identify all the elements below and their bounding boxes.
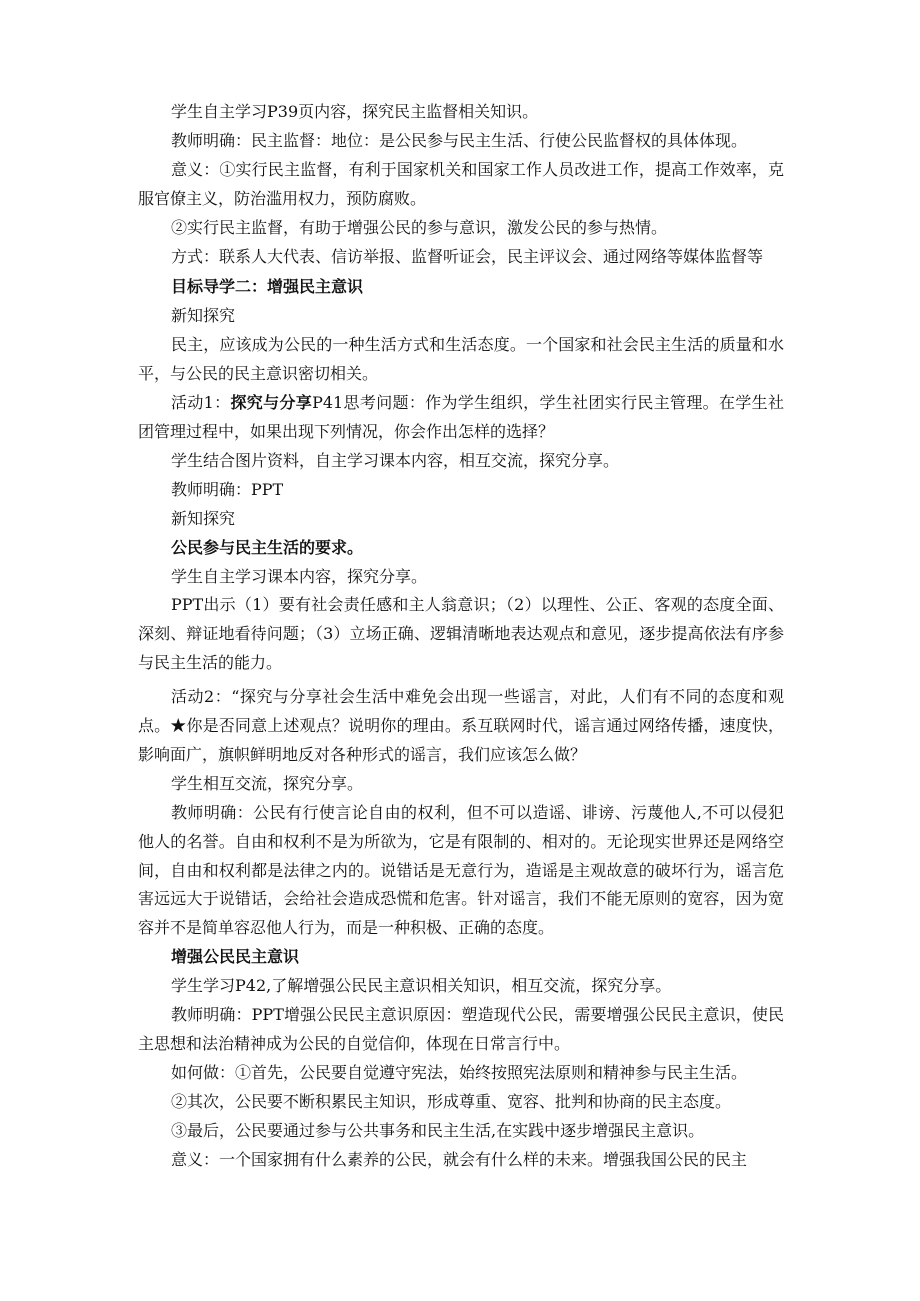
paragraph-self-study-share: 学生自主学习课本内容，探究分享。 (171, 566, 428, 586)
paragraph-activity-1 (138, 389, 784, 447)
section-heading-goal-two: 目标导学二：增强民主意识 (171, 277, 364, 297)
paragraph-significance-final: 意义：一个国家拥有什么素养的公民，就会有什么样的未来。增强我国公民的民主 (171, 1149, 748, 1169)
paragraph-activity-2: 活动2：“探究与分享社会生活中难免会出现一些谣言，对此，人们有不同的态度和观点。★你是否同意上述观点？说明你的理由。系互联网时代，谣言通过网络传播，速度快，影响面广，旗帜鲜明地反对各种形式的谣言，我们应该怎么做？ (138, 687, 784, 764)
paragraph-teacher-clarify-supervision: 教师明确：民主监督：地位：是公民参与民主生活、行使公民监督权的具体体现。 (171, 130, 748, 150)
activity-1-rest: P41思考问题：作为学生组织，学生社团实行民主管理。在学生社团管理过程中，如果出现下列情况，你会作出怎样的选择？ (138, 393, 784, 441)
paragraph-teacher-clarify-rumors: 教师明确：公民有行使言论自由的权利，但不可以造谣、诽谤、污蔑他人,不可以侵犯他人的名誉。自由和权利不是为所欲为，它是有限制的、相对的。无论现实世界还是网络空间，自由和权利都是法律之内的。说错话是无意行为，造谣是主观故意的破坏行为，谣言危害远远大于说错话，会给社会造成恐慌和危害。针对谣言，我们不能无原则的宽容，因为宽容并不是简单容忍他人行为，而是一种积极、正确的态度。 (138, 802, 784, 938)
paragraph-students-exchange: 学生相互交流，探究分享。 (171, 773, 364, 793)
paragraph-democracy-lifestyle: 民主，应该成为公民的一种生活方式和生活态度。一个国家和社会民主生活的质量和水平，与公民的民主意识密切相关。 (138, 335, 784, 384)
paragraph-teacher-clarify-awareness: 教师明确：PPT增强公民民主意识原因：塑造现代公民，需要增强公民民主意识，使民主思想和法治精神成为公民的自觉信仰，体现在日常言行中。 (138, 1005, 784, 1053)
paragraph-study-p42: 学生学习P42,了解增强公民民主意识相关知识，相互交流，探究分享。 (171, 976, 672, 996)
paragraph-how-to-1: 如何做：①首先，公民要自觉遵守宪法，始终按照宪法原则和精神参与民主生活。 (171, 1062, 748, 1082)
document-page (138, 98, 784, 1175)
paragraph-how-to-3: ③最后，公民要通过参与公共事务和民主生活,在实践中逐步增强民主意识。 (171, 1120, 705, 1140)
activity-1-label: 活动1： (171, 393, 231, 413)
section-heading-enhance-awareness: 增强公民民主意识 (171, 947, 300, 967)
paragraph-self-study-p39: 学生自主学习P39页内容，探究民主监督相关知识。 (171, 102, 539, 121)
activity-1-bold-title: 探究与分享 (230, 393, 313, 413)
paragraph-new-knowledge-2: 新知探究 (171, 508, 236, 528)
paragraph-methods: 方式：联系人大代表、信访举报、监督听证会，民主评议会、通过网络等媒体监督等 (171, 246, 764, 266)
paragraph-new-knowledge-1: 新知探究 (171, 306, 236, 326)
paragraph-significance-1: 意义：①实行民主监督，有利于国家机关和国家工作人员改进工作，提高工作效率，克服官僚主义，防治滥用权力，预防腐败。 (138, 159, 784, 208)
section-heading-citizen-requirements: 公民参与民主生活的要求。 (171, 537, 364, 557)
paragraph-ppt-requirements: PPT出示（1）要有社会责任感和主人翁意识；（2）以理性、公正、客观的态度全面、深刻、辩证地看待问题；（3）立场正确、逻辑清晰地表达观点和意见，逐步提高依法有序参与民主生活的能力。 (138, 595, 784, 673)
paragraph-significance-2: ②实行民主监督，有助于增强公民的参与意识，激发公民的参与热情。 (171, 217, 668, 237)
paragraph-students-combine: 学生结合图片资料，自主学习课本内容，相互交流，探究分享。 (171, 450, 620, 470)
paragraph-how-to-2: ②其次，公民要不断积累民主知识，形成尊重、宽容、批判和协商的民主态度。 (171, 1091, 732, 1111)
paragraph-teacher-ppt: 教师明确：PPT (171, 479, 284, 499)
